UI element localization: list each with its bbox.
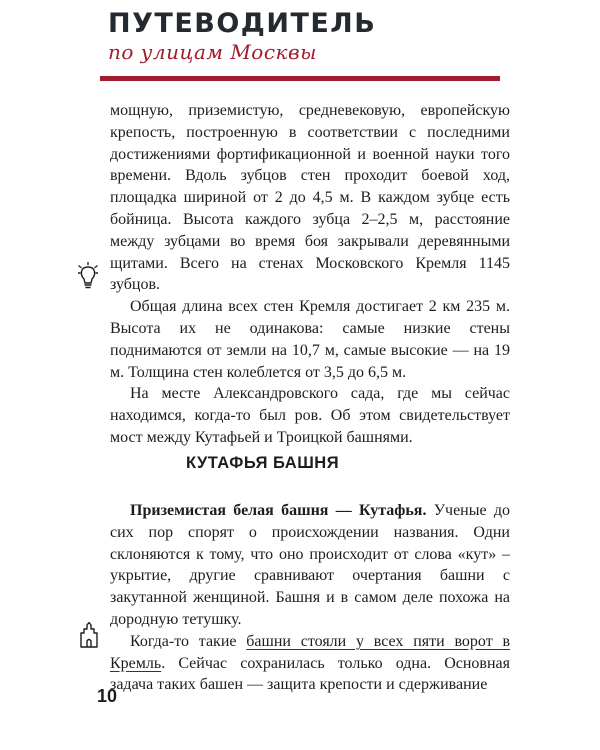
lead-phrase: Приземистая белая башня — Кутафья.: [130, 502, 427, 519]
section-heading: КУТАФЬЯ БАШНЯ: [186, 454, 340, 472]
paragraph-kutafya-intro: [110, 500, 510, 631]
paragraph-kutafya-gates: [110, 631, 510, 696]
paragraph-kutafya-intro-text: Ученые до сих пор спорят о происхождении названия. Одни склоняются к тому, что оно происходит от слова «кут» – укрытие, другие сравнивают очертания башни с закутанной женщиной. Башня и в самом деле похожа на дородную тетушку.: [110, 502, 510, 628]
handwritten-underline-phrase: башни стояли у всех пяти ворот в Кремль: [110, 632, 511, 672]
header-title: ПУТЕВОДИТЕЛЬ: [108, 8, 377, 39]
gates-text-start: Когда-то такие: [130, 632, 247, 650]
paragraph-moat: На месте Александровского сада, где мы сейчас находимся, когда-то был ров. Об этом свидетельствует мост между Кутафьей и Троицкой башнями.: [110, 385, 510, 446]
header-subtitle: по улицам Москвы: [108, 40, 317, 64]
tower-icon: [78, 622, 100, 653]
page-number: 10: [97, 686, 118, 706]
paragraph-walls-length: Общая длина всех стен Кремля достигает 2 км 235 м. Высота их не одинакова: самые низкие стены поднимаются от земли на 10,7 м, самые высокие — на 19 м. Толщина стен колеблется от 3,5 до 6,5 м.: [110, 298, 510, 381]
gates-text-end: . Сейчас сохранилась только одна. Основная задача таких башен — защита крепости и сдерживание: [110, 654, 510, 694]
text-block-kutafya: [110, 500, 510, 696]
lightbulb-icon: [78, 262, 98, 297]
text-block-walls: [110, 100, 510, 449]
header-divider: [100, 76, 500, 81]
paragraph-walls-description: мощную, приземистую, средневековую, европейскую крепость, построенную в соответствии с последними достижениями фортификационной и военной науки того времени. Вдоль зубцов стен проходит боевой ход, площадка шириной от 2 до 4,5 м. В каждом зубце есть бойница. Высота каждого зубца 2–2,5 м, расстояние между зубцами во время боя закрывали деревянными щитами. Всего на стенах Московского Кремля 1145 зубцов.: [110, 102, 510, 294]
